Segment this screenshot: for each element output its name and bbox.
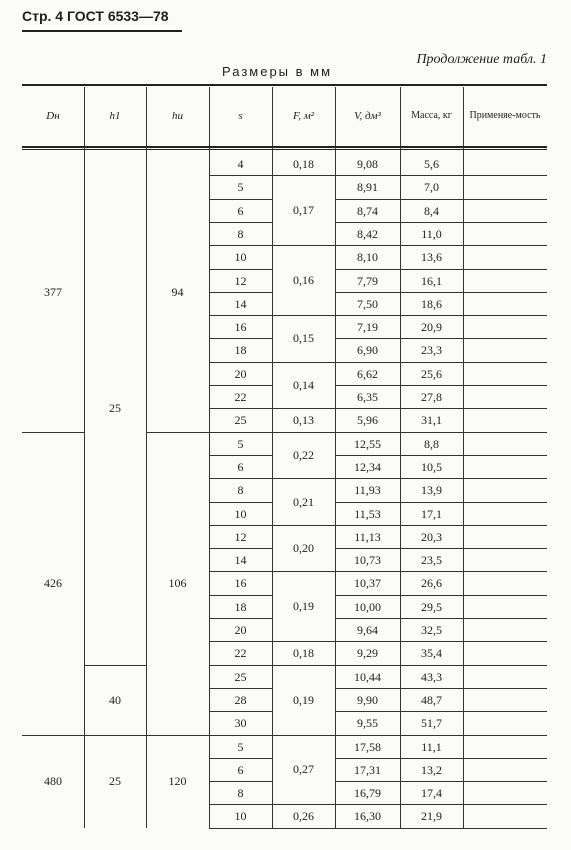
row-rule	[209, 362, 272, 363]
f-group-rule	[272, 408, 335, 409]
row-rule	[335, 292, 547, 293]
cell-s: 20	[234, 366, 247, 381]
cell-mass: 11,0	[421, 226, 442, 241]
row-rule	[335, 711, 547, 712]
row-rule	[335, 618, 547, 619]
row-rule	[209, 455, 272, 456]
row-rule	[209, 199, 272, 200]
cell-v: 6,35	[357, 390, 378, 404]
cell-s: 22	[234, 390, 247, 404]
header-mass: Масса, кг	[411, 110, 452, 121]
cell-s: 25	[234, 669, 247, 684]
cell-v: 17,58	[354, 739, 381, 754]
cell-v: 7,79	[357, 273, 378, 288]
row-rule	[335, 478, 547, 479]
cell-mass: 13,6	[421, 250, 442, 265]
cell-h1-rule	[84, 735, 146, 736]
cell-d-rule	[22, 735, 84, 736]
cell-f: 0,26	[293, 809, 314, 824]
cell-f: 0,20	[293, 541, 314, 556]
header-h1: h1	[109, 110, 121, 122]
row-rule	[335, 804, 547, 805]
row-rule	[209, 478, 272, 479]
row-rule	[335, 548, 547, 549]
cell-mass: 20,9	[421, 320, 442, 335]
header-rule	[22, 30, 182, 32]
f-group-rule	[272, 478, 335, 479]
cell-hn-rule	[146, 735, 209, 736]
cell-mass: 8,4	[424, 203, 439, 218]
cell-mass: 31,1	[421, 413, 442, 428]
row-rule	[335, 269, 547, 270]
cell-mass: 17,1	[421, 506, 442, 521]
row-rule	[335, 338, 547, 339]
f-group-rule	[272, 571, 335, 572]
row-rule	[209, 618, 272, 619]
f-group-rule	[272, 735, 335, 736]
column-divider	[146, 87, 147, 828]
cell-s: 5	[237, 180, 244, 195]
row-rule	[335, 502, 547, 503]
sizes-caption: Размеры в мм	[222, 64, 333, 79]
cell-s: 28	[234, 692, 247, 707]
row-rule	[209, 385, 272, 386]
cell-v: 7,19	[357, 320, 378, 335]
f-group-rule	[272, 362, 335, 363]
row-rule	[209, 595, 272, 596]
row-rule	[209, 804, 272, 805]
row-rule	[209, 408, 272, 409]
cell-v: 9,29	[357, 646, 378, 661]
row-rule	[335, 199, 547, 200]
cell-d: 426	[44, 576, 62, 591]
header-v: V, дм³	[354, 110, 381, 122]
cell-d: 480	[44, 774, 62, 789]
row-rule	[335, 362, 547, 363]
cell-f: 0,21	[293, 494, 314, 509]
cell-mass: 8,8	[424, 436, 439, 451]
table-continuation-note: Продолжение табл. 1	[416, 52, 547, 67]
cell-v: 6,62	[357, 366, 378, 381]
cell-mass: 26,6	[421, 576, 442, 591]
row-rule	[335, 315, 547, 316]
cell-s: 8	[237, 483, 244, 498]
cell-s: 14	[234, 553, 247, 568]
cell-s: 4	[237, 157, 244, 171]
table-top-rule	[22, 84, 547, 86]
row-rule	[209, 315, 272, 316]
cell-mass: 21,9	[421, 809, 442, 824]
cell-hn: 120	[168, 774, 187, 789]
row-rule	[209, 735, 272, 736]
f-group-rule	[272, 665, 335, 666]
column-divider	[84, 87, 85, 828]
row-rule	[209, 432, 272, 433]
row-rule	[209, 245, 272, 246]
cell-v: 9,90	[357, 692, 378, 707]
cell-mass: 25,6	[421, 366, 442, 381]
f-group-rule	[272, 828, 335, 829]
row-rule	[335, 758, 547, 759]
header-s: s	[238, 110, 243, 122]
cell-s: 5	[237, 739, 244, 754]
cell-s: 8	[237, 226, 244, 241]
cell-mass: 43,3	[421, 669, 442, 684]
cell-v: 7,50	[357, 296, 378, 311]
cell-v: 11,13	[354, 529, 381, 544]
cell-f: 0,15	[293, 331, 314, 346]
header-bottom-rule-2	[22, 149, 547, 150]
row-rule	[335, 735, 547, 736]
cell-hn: 94	[171, 284, 184, 299]
cell-mass: 7,0	[424, 180, 439, 195]
cell-s: 16	[234, 320, 247, 335]
cell-s: 10	[234, 809, 247, 824]
cell-mass: 35,4	[421, 646, 442, 661]
header-hn: hи	[172, 110, 183, 122]
f-group-rule	[272, 525, 335, 526]
f-group-rule	[272, 245, 335, 246]
cell-s: 14	[234, 296, 247, 311]
cell-f: 0,19	[293, 692, 314, 707]
cell-mass: 16,1	[421, 273, 442, 288]
cell-mass: 23,5	[421, 553, 442, 568]
cell-v: 10,44	[354, 669, 381, 684]
cell-hn: 106	[168, 576, 187, 591]
cell-v: 8,42	[357, 226, 378, 241]
cell-s: 30	[234, 716, 247, 731]
cell-v: 9,08	[357, 157, 378, 171]
cell-v: 8,10	[357, 250, 378, 265]
cell-mass: 13,2	[421, 762, 442, 777]
cell-v: 8,74	[357, 203, 378, 218]
row-rule	[335, 571, 547, 572]
cell-v: 16,30	[354, 809, 381, 824]
cell-mass: 13,9	[421, 483, 442, 498]
row-rule	[209, 269, 272, 270]
cell-mass: 17,4	[421, 786, 442, 801]
row-rule	[209, 641, 272, 642]
row-rule	[335, 828, 547, 829]
header-d: Dн	[46, 110, 60, 122]
cell-s: 22	[234, 646, 247, 661]
cell-s: 10	[234, 250, 247, 265]
row-rule	[335, 455, 547, 456]
cell-v: 11,53	[354, 506, 381, 521]
cell-s: 18	[234, 599, 247, 614]
cell-mass: 29,5	[421, 599, 442, 614]
cell-f: 0,17	[293, 203, 314, 218]
row-rule	[335, 175, 547, 176]
f-group-rule	[272, 175, 335, 176]
row-rule	[209, 175, 272, 176]
cell-v: 12,34	[354, 459, 381, 474]
row-rule	[209, 222, 272, 223]
f-group-rule	[272, 432, 335, 433]
cell-mass: 27,8	[421, 390, 442, 404]
cell-v: 5,96	[357, 413, 378, 428]
cell-v: 10,73	[354, 553, 381, 568]
cell-v: 8,91	[357, 180, 378, 195]
cell-v: 10,00	[354, 599, 381, 614]
header-f: F, м²	[292, 110, 315, 122]
cell-mass: 10,5	[421, 459, 442, 474]
cell-s: 8	[237, 786, 244, 801]
cell-mass: 5,6	[424, 157, 439, 171]
cell-s: 12	[234, 529, 247, 544]
cell-v: 9,55	[357, 716, 378, 731]
row-rule	[209, 781, 272, 782]
cell-h1: 25	[109, 774, 121, 789]
row-rule	[335, 222, 547, 223]
f-group-rule	[272, 315, 335, 316]
row-rule	[209, 548, 272, 549]
cell-s: 25	[234, 413, 247, 428]
row-rule	[209, 502, 272, 503]
cell-h1: 25	[109, 401, 121, 416]
cell-v: 9,64	[357, 623, 378, 637]
cell-s: 6	[237, 459, 244, 474]
cell-v: 11,93	[354, 483, 381, 498]
cell-d: 377	[44, 284, 62, 299]
cell-f: 0,19	[293, 599, 314, 614]
row-rule	[209, 292, 272, 293]
row-rule	[335, 385, 547, 386]
cell-s: 16	[234, 576, 247, 591]
cell-s: 6	[237, 203, 244, 218]
cell-s: 6	[237, 762, 244, 777]
cell-s: 20	[234, 623, 247, 637]
cell-v: 17,31	[354, 762, 381, 777]
cell-h1: 40	[109, 692, 121, 707]
row-rule	[335, 641, 547, 642]
header-usage: Применяе-мость	[469, 110, 541, 121]
row-rule	[335, 245, 547, 246]
cell-mass: 11,1	[421, 739, 442, 754]
cell-f: 0,18	[293, 156, 314, 171]
row-rule	[335, 432, 547, 433]
row-rule	[209, 688, 272, 689]
cell-f: 0,13	[293, 412, 314, 427]
row-rule	[209, 665, 272, 666]
row-rule	[335, 408, 547, 409]
row-rule	[209, 711, 272, 712]
cell-s: 5	[237, 436, 244, 451]
cell-f: 0,18	[293, 645, 314, 660]
cell-f: 0,16	[293, 273, 314, 288]
f-group-rule	[272, 641, 335, 642]
cell-mass: 20,3	[421, 529, 442, 544]
cell-f: 0,22	[293, 447, 314, 462]
cell-v: 16,79	[354, 786, 381, 801]
cell-s: 18	[234, 343, 247, 358]
row-rule	[335, 781, 547, 782]
cell-h1-rule	[84, 665, 146, 666]
cell-mass: 23,3	[421, 343, 442, 358]
cell-hn-rule	[146, 432, 209, 433]
header-bottom-rule	[22, 146, 547, 148]
cell-v: 12,55	[354, 436, 381, 451]
cell-v: 10,37	[354, 576, 381, 591]
cell-s: 10	[234, 506, 247, 521]
cell-f: 0,14	[293, 378, 314, 392]
row-rule	[335, 688, 547, 689]
cell-mass: 51,7	[421, 716, 442, 731]
row-rule	[209, 571, 272, 572]
row-rule	[209, 828, 272, 829]
page-header: Стр. 4 ГОСТ 6533—78	[22, 8, 169, 24]
cell-f: 0,27	[293, 762, 314, 777]
cell-mass: 32,5	[421, 623, 442, 637]
f-group-rule	[272, 804, 335, 805]
cell-mass: 48,7	[421, 692, 442, 707]
cell-d-rule	[22, 432, 84, 433]
cell-v: 6,90	[357, 343, 378, 358]
cell-mass: 18,6	[421, 296, 442, 311]
row-rule	[335, 595, 547, 596]
row-rule	[209, 338, 272, 339]
cell-s: 12	[234, 273, 247, 288]
row-rule	[209, 758, 272, 759]
row-rule	[209, 525, 272, 526]
row-rule	[335, 525, 547, 526]
row-rule	[335, 665, 547, 666]
